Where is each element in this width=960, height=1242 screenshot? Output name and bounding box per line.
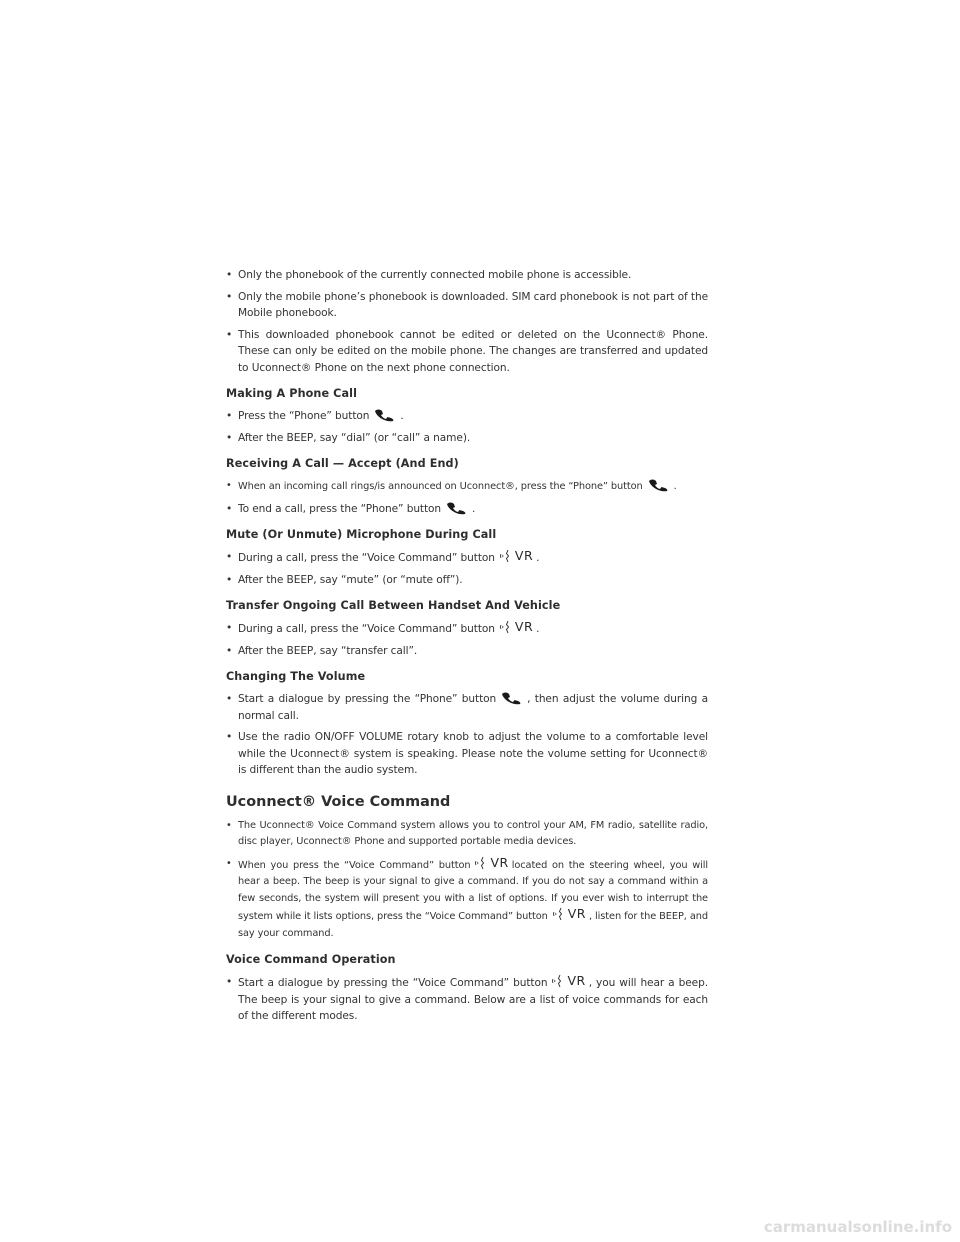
voice-command-icon: [551, 974, 585, 988]
voice-command-icon: [499, 549, 533, 563]
vr-label: VR: [567, 906, 586, 921]
manual-page-content: [226, 267, 708, 1030]
list-item: • Start a dialogue by pressing the “Voice Command” button VR , you will hear a beep. The beep is your signal to give a command. Below are a list of voice commands for each of the different modes.: [226, 974, 708, 1025]
list-item: • After the BEEP, say “transfer call”.: [226, 643, 708, 660]
section-heading-transfer: Transfer Ongoing Call Between Handset And Vehicle: [226, 599, 561, 612]
list-item: • Only the mobile phone’s phonebook is downloaded. SIM card phonebook is not part of the Mobile phonebook.: [226, 289, 708, 322]
vr-label: VR: [514, 619, 534, 634]
voice-command-icon: [552, 907, 586, 921]
section-heading-operation: Voice Command Operation: [226, 953, 396, 966]
vr-label: VR: [567, 973, 586, 988]
vr-label: VR: [490, 854, 509, 870]
list-item: • Press the “Phone” button .: [226, 408, 708, 425]
list-item: • After the BEEP, say “dial” (or “call” a name).: [226, 430, 708, 447]
list-item: • When you press the “Voice Command” button VR located on the steering wheel, you will hear a beep. The beep is your signal to give a command. If you do not say a command within a few seconds, the system will present you with a list of options. If you ever wish to interrupt the system while it lists options, press the “Voice Command” button VR , listen for the BEEP, and say your command.: [226, 856, 708, 943]
section-heading-making-call: Making A Phone Call: [226, 387, 358, 400]
list-item: • Use the radio ON/OFF VOLUME rotary knob to adjust the volume to a comfortable level while the Uconnect® system is speaking. Please note the volume setting for Uconnect® is different than the audio system.: [226, 729, 708, 779]
phone-handset-icon: [373, 408, 397, 422]
voice-command-icon: [474, 856, 508, 870]
list-item: • Start a dialogue by pressing the “Phone” button , then adjust the volume during a normal call.: [226, 691, 708, 724]
section-heading-voice-command: Uconnect® Voice Command: [226, 793, 451, 810]
voice-command-icon: [499, 620, 533, 634]
list-item: • To end a call, press the “Phone” button .: [226, 501, 708, 518]
vr-label: VR: [514, 548, 534, 563]
watermark: carmanualsonline.info: [763, 1218, 952, 1236]
section-heading-receiving-call: Receiving A Call — Accept (And End): [226, 457, 459, 470]
phone-handset-icon: [500, 691, 524, 705]
section-heading-mute: Mute (Or Unmute) Microphone During Call: [226, 528, 497, 541]
list-item: • Only the phonebook of the currently connected mobile phone is accessible.: [226, 267, 708, 284]
list-item: • This downloaded phonebook cannot be edited or deleted on the Uconnect® Phone. These can only be edited on the mobile phone. The changes are transferred and updated to Uconnect® Phone on the next phone connection.: [226, 327, 708, 377]
list-item: • After the BEEP, say “mute” (or “mute off”).: [226, 572, 708, 589]
list-item: • The Uconnect® Voice Command system allows you to control your AM, FM radio, satellite radio, disc player, Uconnect® Phone and supported portable media devices.: [226, 818, 708, 851]
list-item: • When an incoming call rings/is announced on Uconnect®, press the “Phone” button .: [226, 478, 708, 496]
section-heading-volume: Changing The Volume: [226, 670, 366, 683]
list-item: • During a call, press the “Voice Command” button VR .: [226, 549, 708, 567]
list-item: • During a call, press the “Voice Command” button VR .: [226, 620, 708, 638]
phone-handset-icon: [445, 501, 469, 515]
phone-handset-icon: [647, 478, 671, 492]
